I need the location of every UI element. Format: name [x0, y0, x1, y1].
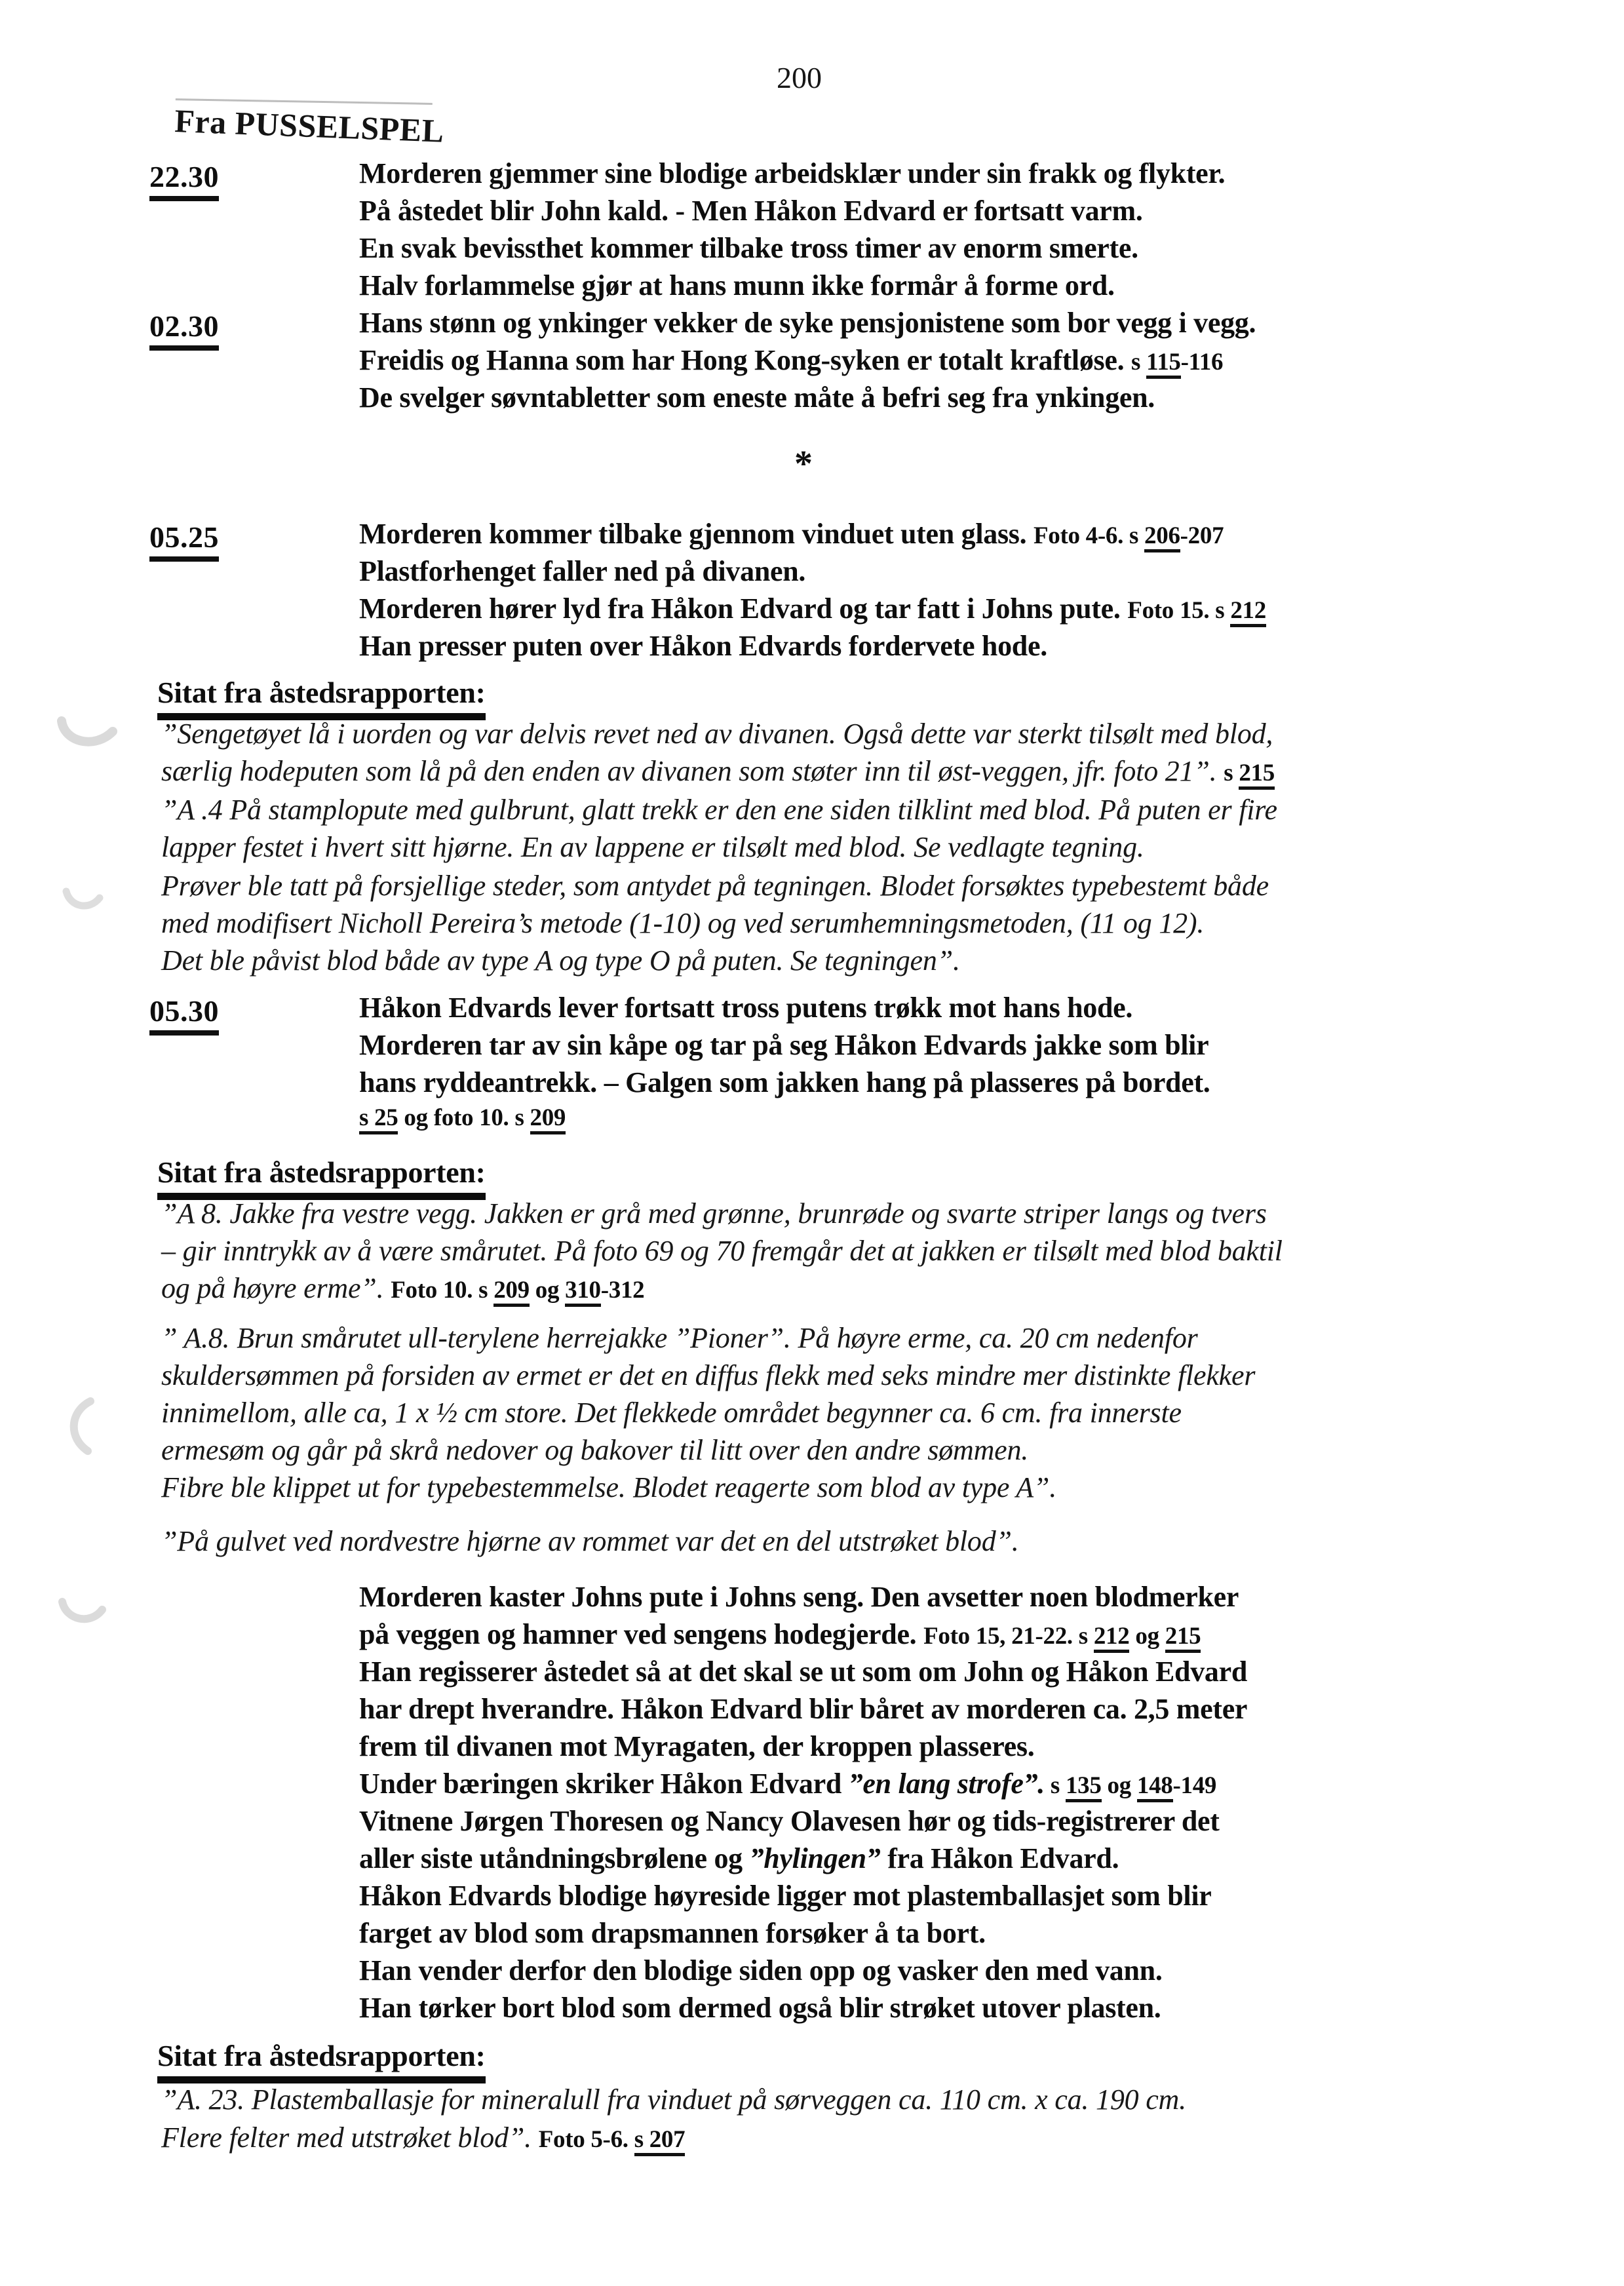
quote-line: innimellom, alle ca, 1 x ½ cm store. Det flekkede området begynner ca. 6 cm. fra innerste: [161, 1397, 1182, 1429]
quote-heading: Sitat fra åstedsrapporten:: [157, 675, 486, 720]
photo-reference: Foto 5-6.: [538, 2126, 634, 2153]
margin-pen-mark-icon: [56, 714, 119, 751]
page-number: 200: [777, 61, 822, 94]
page-reference-underlined: 115: [1146, 349, 1181, 379]
page-reference-underlined: 212: [1094, 1623, 1130, 1653]
narrative-line: [359, 594, 1266, 623]
narrative-text: Morderen hører lyd fra Håkon Edvard og tar fatt i Johns pute.: [359, 592, 1128, 625]
emphasized-quote: ”en lang strofe”.: [848, 1768, 1045, 1800]
quote-line: Det ble påvist blod både av type A og type O på puten. Se tegningen”.: [161, 944, 960, 977]
narrative-line: Hans stønn og ynkinger vekker de syke pensjonistene som bor vegg i vegg.: [359, 307, 1256, 339]
narrative-line: Plastforhenget faller ned på divanen.: [359, 555, 806, 587]
page-reference-underlined: 209: [493, 1277, 530, 1307]
quote-line: ”A. 23. Plastemballasje for mineralull fra vinduet på sørveggen ca. 110 cm. x ca. 190 cm.: [161, 2083, 1186, 2116]
narrative-line: Han regisserer åstedet så at det skal se ut som om John og Håkon Edvard: [359, 1656, 1247, 1688]
quote-line: Fibre ble klippet ut for typebestemmelse. Blodet reagerte som blod av type A”.: [161, 1471, 1056, 1503]
narrative-text: på veggen og hamner ved sengens hodegjerde.: [359, 1618, 924, 1650]
narrative-line: har drept hverandre. Håkon Edvard blir båret av morderen ca. 2,5 meter: [359, 1693, 1248, 1725]
page-reference-underlined: s 25: [359, 1104, 398, 1134]
narrative-line: Vitnene Jørgen Thoresen og Nancy Olavesen hør og tids-registrerer det: [359, 1805, 1220, 1837]
page-reference: og: [1101, 1772, 1137, 1799]
narrative-line: farget av blod som drapsmannen forsøker å ta bort.: [359, 1917, 986, 1949]
narrative-line: Han vender derfor den blodige siden opp og vasker den med vann.: [359, 1954, 1163, 1986]
narrative-text: Morderen kommer tilbake gjennom vinduet uten glass.: [359, 518, 1034, 550]
narrative-line: [359, 1844, 1119, 1873]
page-reference-underlined: 310: [565, 1277, 601, 1307]
time-label-2230: 22.30: [149, 159, 219, 201]
photo-reference: Foto 4-6. s: [1034, 522, 1145, 549]
page-reference: s: [1224, 760, 1239, 786]
quote-line: lapper festet i hvert sitt hjørne. En av lappene er tilsølt med blod. Se vedlagte tegning.: [161, 831, 1144, 863]
source-label: [174, 96, 445, 150]
photo-reference: Foto 10. s: [391, 1277, 494, 1304]
page-reference: -149: [1172, 1772, 1217, 1799]
quote-line: [161, 2123, 685, 2152]
page-reference: s: [1131, 349, 1147, 376]
page-reference-underlined: 215: [1165, 1623, 1201, 1653]
narrative-line: De svelger søvntabletter som eneste måte å befri seg fra ynkingen.: [359, 381, 1155, 414]
page-reference-underlined: 148: [1137, 1772, 1173, 1802]
page-reference: s: [1044, 1772, 1066, 1799]
narrative-line: [359, 520, 1224, 549]
quote-text: og på høyre erme”.: [161, 1272, 391, 1304]
page-reference-underlined: 215: [1239, 760, 1275, 790]
page-reference-underlined: 212: [1230, 597, 1266, 627]
narrative-text: fra Håkon Edvard.: [880, 1842, 1119, 1874]
photo-reference: Foto 15, 21-22. s: [923, 1623, 1094, 1650]
page-reference-underlined: 206: [1144, 522, 1180, 552]
narrative-line: Morderen kaster Johns pute i Johns seng. Den avsetter noen blodmerker: [359, 1581, 1239, 1613]
quote-line: ”A 8. Jakke fra vestre vegg. Jakken er grå med grønne, brunrøde og svarte striper langs og tvers: [161, 1197, 1267, 1230]
page-reference: og: [1129, 1623, 1165, 1650]
narrative-line: Morderen gjemmer sine blodige arbeidsklær under sin frakk og flykter.: [359, 157, 1226, 189]
narrative-line: [359, 1620, 1201, 1649]
narrative-line: [359, 346, 1223, 375]
quote-line: [161, 1274, 644, 1303]
narrative-line: Han tørker bort blod som dermed også blir strøket utover plasten.: [359, 1992, 1161, 2024]
time-label-0525: 05.25: [149, 520, 219, 562]
quote-line: [161, 757, 1275, 786]
quote-line: Prøver ble tatt på forsjellige steder, som antydet på tegningen. Blodet forsøktes typebestemt både: [161, 870, 1269, 902]
source-label-text: Fra PUSSELSPEL: [174, 102, 445, 149]
quote-heading: Sitat fra åstedsrapporten:: [157, 1155, 486, 1200]
narrative-text: Freidis og Hanna som har Hong Kong-syken er totalt kraftløse.: [359, 344, 1131, 376]
narrative-line: hans ryddeantrekk. – Galgen som jakken hang på plasseres på bordet.: [359, 1066, 1210, 1098]
page-reference: og: [529, 1277, 566, 1304]
narrative-line: Håkon Edvards lever fortsatt tross putens trøkk mot hans hode.: [359, 992, 1133, 1024]
time-label-0530: 05.30: [149, 994, 219, 1036]
narrative-line: En svak bevissthet kommer tilbake tross timer av enorm smerte.: [359, 232, 1138, 264]
quote-line: ermesøm og går på skrå nedover og bakover til litt over den andre sømmen.: [161, 1434, 1029, 1466]
quote-line: ”På gulvet ved nordvestre hjørne av rommet var det en del utstrøket blod”.: [161, 1525, 1019, 1557]
quote-line: ”A .4 På stamplopute med gulbrunt, glatt trekk er den ene siden tilklint med blod. På puten er fire: [161, 794, 1277, 826]
quote-heading: Sitat fra åstedsrapporten:: [157, 2038, 486, 2083]
narrative-line: [359, 1770, 1216, 1798]
narrative-line: frem til divanen mot Myragaten, der kroppen plasseres.: [359, 1730, 1035, 1762]
page-reference: -116: [1180, 349, 1224, 376]
page-reference: -207: [1180, 522, 1224, 549]
narrative-line: Håkon Edvards blodige høyreside ligger mot plastemballasjet som blir: [359, 1880, 1212, 1912]
emphasized-quote: ”hylingen”: [749, 1842, 881, 1874]
page-reference-underlined: 135: [1066, 1772, 1102, 1802]
narrative-line: Halv forlammelse gjør at hans munn ikke formår å forme ord.: [359, 269, 1115, 301]
margin-pen-mark-icon: [63, 1396, 100, 1456]
quote-line: med modifisert Nicholl Pereira’s metode (1-10) og ved serumhemningsmetoden, (11 og 12).: [161, 907, 1205, 939]
narrative-line: Han presser puten over Håkon Edvards fordervete hode.: [359, 630, 1047, 662]
quote-line: ”Sengetøyet lå i uorden og var delvis revet ned av divanen. Også dette var sterkt tilsølt med blod,: [161, 718, 1273, 750]
narrative-text: Under bæringen skriker Håkon Edvard: [359, 1768, 849, 1800]
section-separator-asterisk: *: [794, 444, 813, 484]
margin-pen-mark-icon: [62, 886, 105, 915]
quote-text: Flere felter med utstrøket blod”.: [161, 2121, 539, 2154]
quote-line: skuldersømmen på forsiden av ermet er det en diffus flekk med seks mindre mer distinkte flekker: [161, 1359, 1256, 1391]
quote-line: ” A.8. Brun smårutet ull-terylene herrejakke ”Pioner”. På høyre erme, ca. 20 cm nedenfor: [161, 1322, 1198, 1354]
page-reference-underlined: 209: [530, 1104, 566, 1134]
narrative-line: På åstedet blir John kald. - Men Håkon Edvard er fortsatt varm.: [359, 195, 1143, 227]
photo-reference: Foto 15. s: [1127, 597, 1231, 624]
narrative-text: aller siste utåndningsbrølene og: [359, 1842, 750, 1874]
narrative-line: Morderen tar av sin kåpe og tar på seg Håkon Edvards jakke som blir: [359, 1029, 1209, 1061]
page-reference-underlined: s 207: [634, 2126, 686, 2156]
reference-line: [359, 1106, 566, 1130]
quote-text: særlig hodeputen som lå på den enden av divanen som støter inn til øst-veggen, jfr. foto 21”.: [161, 755, 1224, 787]
time-label-0230: 02.30: [149, 309, 219, 351]
quote-line: – gir inntrykk av å være smårutet. På foto 69 og 70 fremgår det at jakken er tilsølt med blod baktil: [161, 1235, 1283, 1267]
photo-reference: og foto 10. s: [398, 1104, 530, 1131]
page-reference: -312: [600, 1277, 645, 1304]
margin-pen-mark-icon: [58, 1595, 107, 1628]
